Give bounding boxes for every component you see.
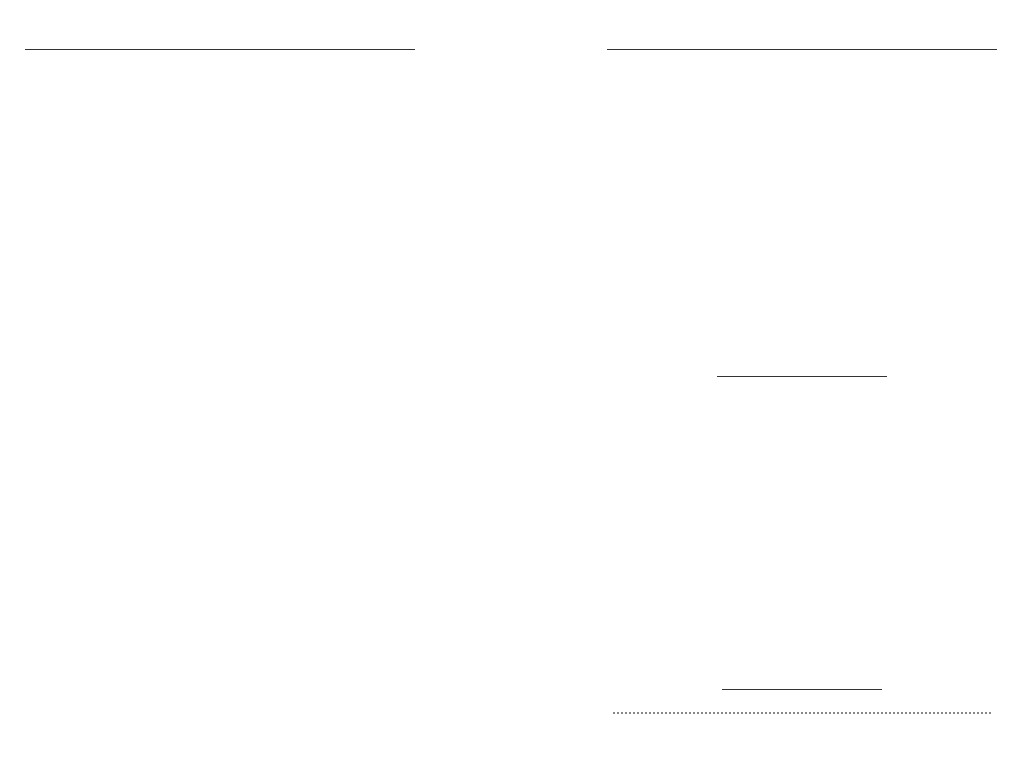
leader-dots bbox=[613, 712, 991, 714]
title-divider bbox=[25, 49, 415, 50]
dawn-title-divider bbox=[722, 689, 882, 690]
dawn-prayer-row bbox=[607, 701, 997, 723]
wednesday-title-divider bbox=[717, 376, 887, 377]
title-divider bbox=[607, 49, 997, 50]
